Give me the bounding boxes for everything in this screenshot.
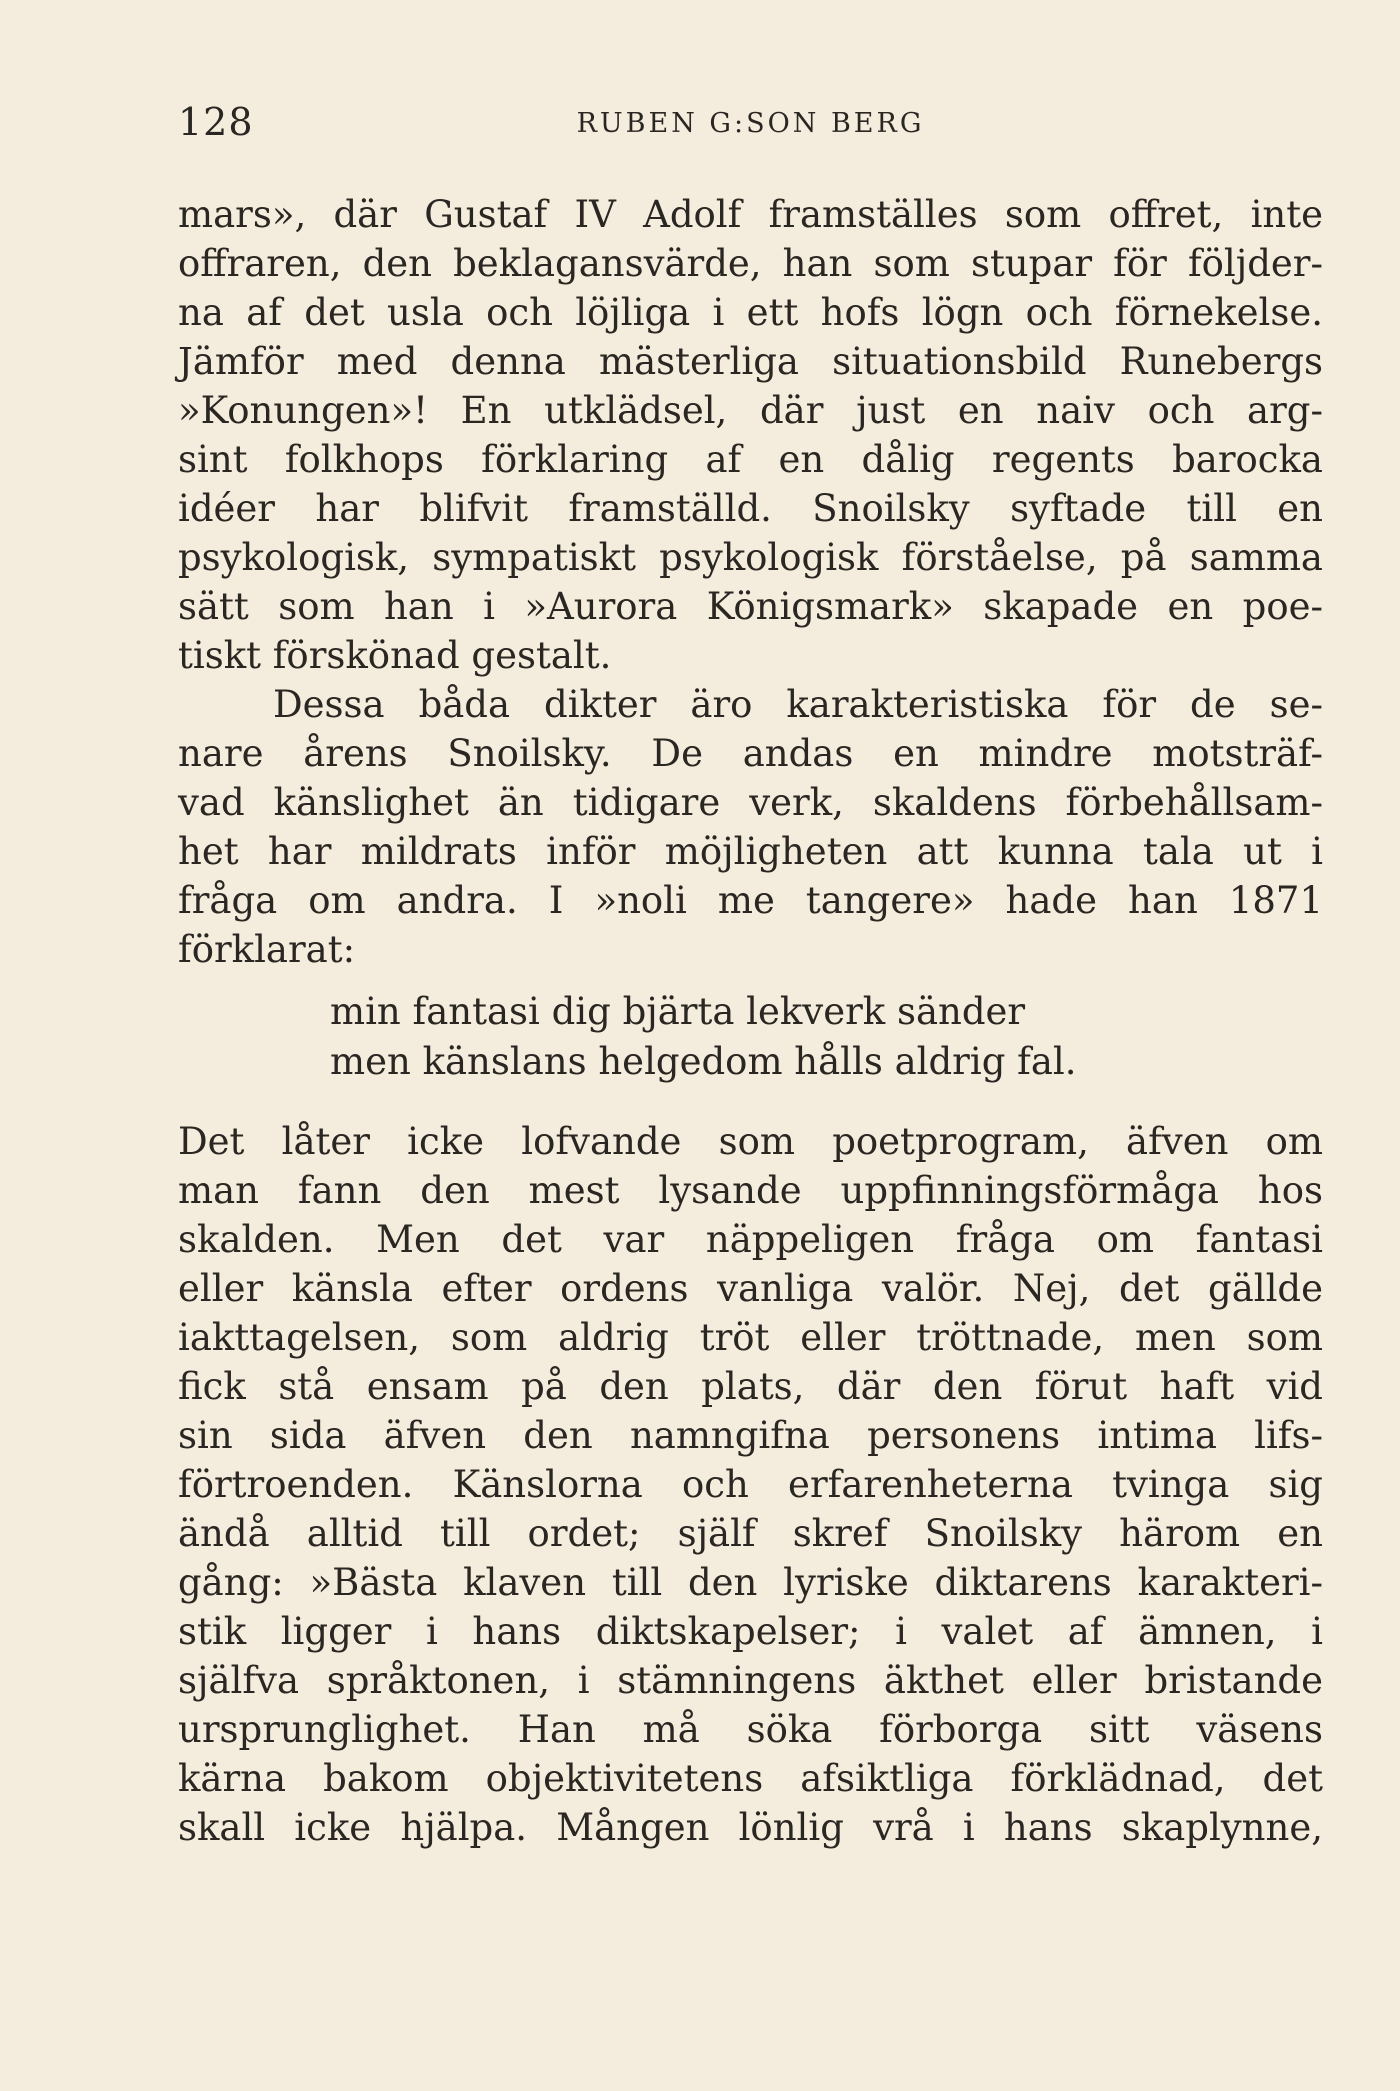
running-head (178, 100, 1323, 150)
text-line: iakttagelsen, som aldrig tröt eller tröttnade, men som (178, 1316, 1323, 1359)
text-line: ändå alltid till ordet; själf skref Snoilsky härom en (178, 1512, 1323, 1555)
text-line: själfva språktonen, i stämningens äkthet eller bristande (178, 1659, 1323, 1702)
text-line: sint folkhops förklaring af en dålig regents barocka (178, 438, 1323, 481)
text-line: stik ligger i hans diktskapelser; i valet af ämnen, i (178, 1610, 1323, 1653)
verse-line: men känslans helgedom hålls aldrig fal. (330, 1040, 1077, 1083)
text-line: ursprunglighet. Han må söka förborga sitt väsens (178, 1708, 1323, 1751)
text-line: sin sida äfven den namngifna personens intima lifs- (178, 1414, 1323, 1457)
text-line: idéer har blifvit framställd. Snoilsky syftade till en (178, 487, 1323, 530)
text-line: fick stå ensam på den plats, där den förut haft vid (178, 1365, 1323, 1408)
page-number: 128 (178, 100, 254, 144)
text-line: förklarat: (178, 928, 356, 971)
verse-quote (330, 987, 1077, 1087)
text-line: man fann den mest lysande uppfinningsförmåga hos (178, 1169, 1323, 1212)
running-title: RUBEN G:SON BERG (576, 108, 925, 139)
text-line: het har mildrats inför möjligheten att kunna tala ut i (178, 830, 1323, 873)
text-line: fråga om andra. I »noli me tangere» hade han 1871 (178, 879, 1323, 922)
text-line: skalden. Men det var näppeligen fråga om fantasi (178, 1218, 1323, 1261)
text-line: nare årens Snoilsky. De andas en mindre motsträf- (178, 732, 1323, 775)
text-line: eller känsla efter ordens vanliga valör. Nej, det gällde (178, 1267, 1323, 1310)
text-line: Jämför med denna mästerliga situationsbild Runebergs (178, 340, 1323, 383)
text-line: förtroenden. Känslorna och erfarenheterna tvinga sig (178, 1463, 1323, 1506)
text-line: kärna bakom objektivitetens afsiktliga förklädnad, det (178, 1757, 1323, 1800)
text-line: na af det usla och löjliga i ett hofs lögn och förnekelse. (178, 291, 1323, 334)
text-line: sätt som han i »Aurora Königsmark» skapade en poe- (178, 585, 1323, 628)
text-block-lower (178, 1117, 1323, 1852)
text-line: Det låter icke lofvande som poetprogram, äfven om (178, 1120, 1323, 1163)
text-line: »Konungen»! En utklädsel, där just en naiv och arg- (178, 389, 1323, 432)
verse-line: min fantasi dig bjärta lekverk sänder (330, 990, 1026, 1033)
text-line: Dessa båda dikter äro karakteristiska för de se- (273, 683, 1323, 726)
text-line: mars», där Gustaf IV Adolf framställes som offret, inte (178, 193, 1323, 236)
text-line: offraren, den beklagansvärde, han som stupar för följder- (178, 242, 1323, 285)
text-line: psykologisk, sympatiskt psykologisk förståelse, på samma (178, 536, 1323, 579)
text-block-upper (178, 190, 1323, 974)
text-line: vad känslighet än tidigare verk, skaldens förbehållsam- (178, 781, 1323, 824)
text-line: skall icke hjälpa. Mången lönlig vrå i hans skaplynne, (178, 1806, 1323, 1849)
text-line: tiskt förskönad gestalt. (178, 634, 612, 677)
text-line: gång: »Bästa klaven till den lyriske diktarens karakteri- (178, 1561, 1323, 1604)
